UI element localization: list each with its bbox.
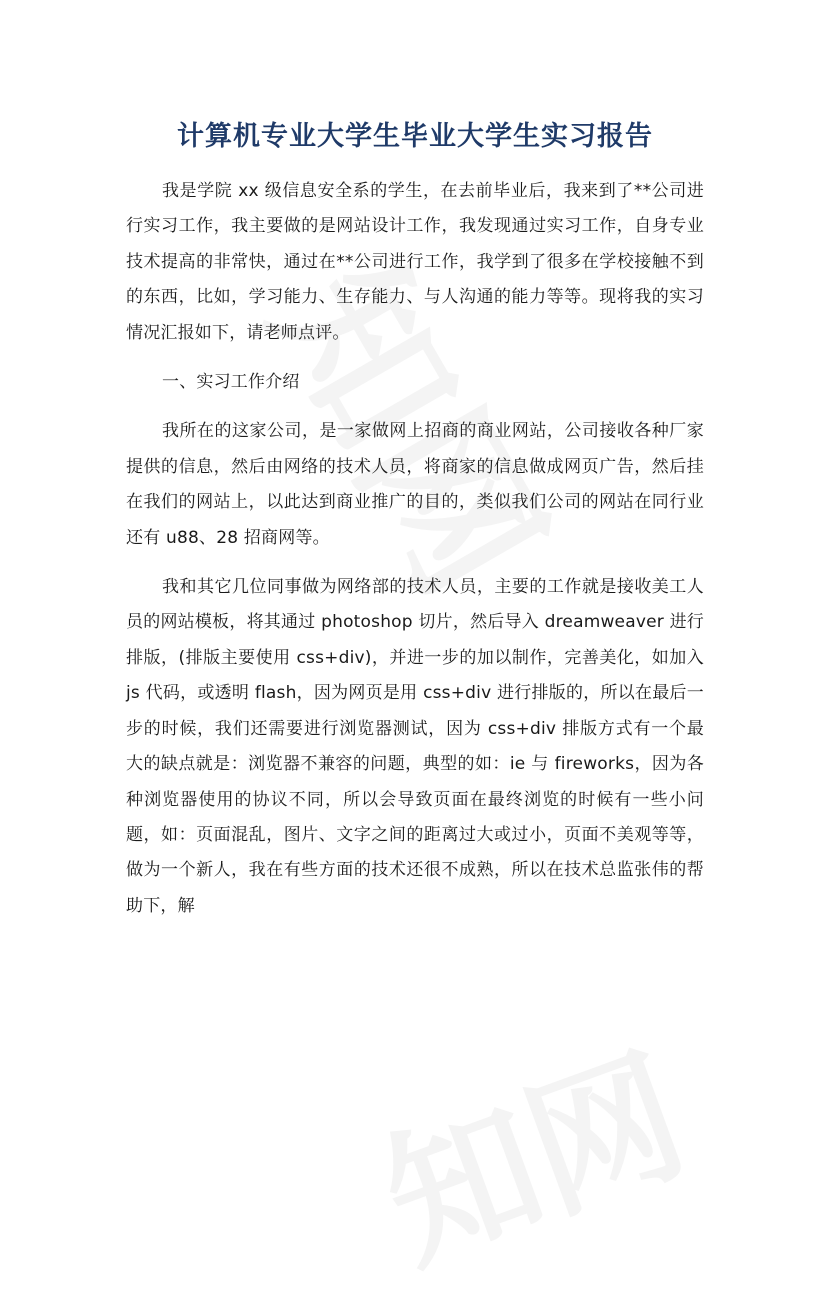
- document-body: [126, 174, 704, 924]
- paragraph-company: 我所在的这家公司，是一家做网上招商的商业网站，公司接收各种厂家提供的信息，然后由网络的技术人员，将商家的信息做成网页广告，然后挂在我们的网站上，以此达到商业推广的目的，类似我们公司的网站在同行业还有 u88、28 招商网等。: [126, 421, 704, 548]
- watermark-bottom: [352, 995, 708, 1301]
- paragraph-work: 我和其它几位同事做为网络部的技术人员，主要的工作就是接收美工人员的网站模板，将其通过 photoshop 切片，然后导入 dreamweaver 进行排版，(排版主要使用 css+div)，并进一步的加以制作，完善美化，如加入 js 代码，或透明 flash，因为网页是用 css+div 进行排版的，所以在最后一步的时候，我们还需要进行浏览器测试，因为 css+div 排版方式有一个最大的缺点就是：浏览器不兼容的问题，典型的如：ie 与 fireworks，因为各种浏览器使用的协议不同，所以会导致页面在最终浏览的时候有一些小问题，如：页面混乱，图片、文字之间的距离过大或过小，页面不美观等等，做为一个新人，我在有些方面的技术还很不成熟，所以在技术总监张伟的帮助下，解: [126, 577, 704, 916]
- page-title: 计算机专业大学生毕业大学生实习报告: [177, 121, 653, 152]
- paragraph-intro: 我是学院 xx 级信息安全系的学生，在去前毕业后，我来到了**公司进行实习工作，我主要做的是网站设计工作，我发现通过实习工作，自身专业技术提高的非常快，通过在**公司进行工作，我学到了很多在学校接触不到的东西，比如，学习能力、生存能力、与人沟通的能力等等。现将我的实习情况汇报如下，请老师点评。: [126, 181, 704, 343]
- section-heading: 一、实习工作介绍: [162, 372, 300, 393]
